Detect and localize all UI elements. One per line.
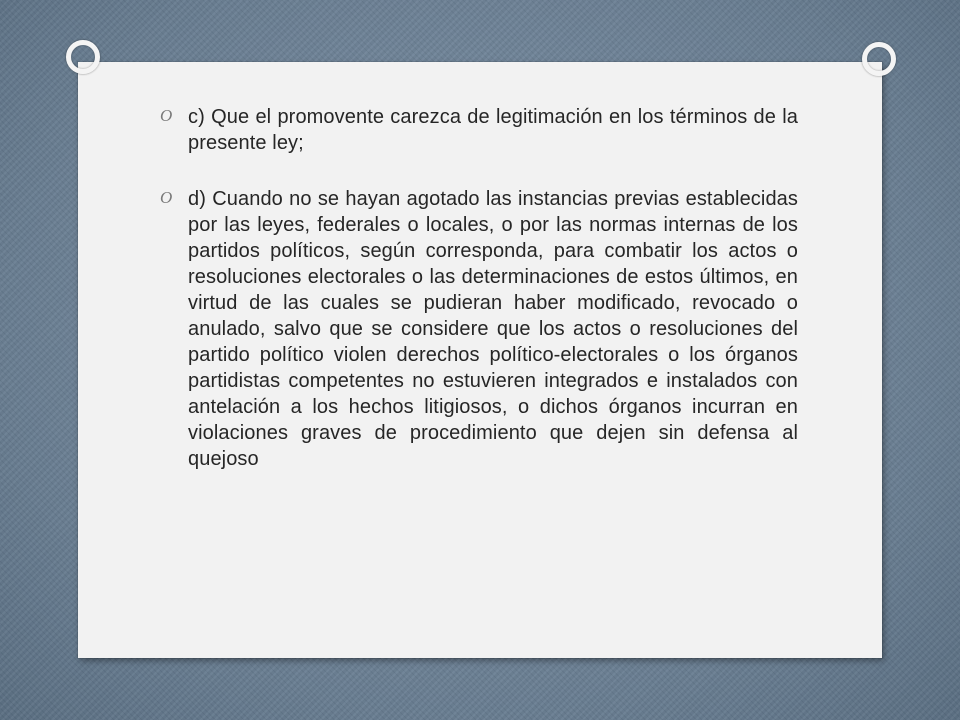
bullet-text: c) Que el promovente carezca de legitimación en los términos de la presente ley;: [188, 106, 798, 154]
bullet-text: d) Cuando no se hayan agotado las instancias previas establecidas por las leyes, federales o locales, o por las normas internas de los partidos políticos, según corresponda, para combatir los actos o resoluciones electorales o las determinaciones de estos últimos, en virtud de las cuales se pudieran haber modificado, revocado o anulado, salvo que se considere que los actos o resoluciones del partido político violen derechos político-electorales o los órganos partidistas competentes no estuvieren integrados e instalados con antelación a los hechos litigiosos, o dichos órganos incurran en violaciones graves de procedimiento que dejen sin defensa al quejoso: [188, 188, 798, 470]
bullet-item-d: [160, 186, 798, 472]
bullet-marker-icon: O: [160, 106, 173, 125]
bullet-list: [160, 104, 798, 502]
pin-ring-icon: [862, 42, 896, 76]
bullet-item-c: [160, 104, 798, 156]
pin-ring-icon: [66, 40, 100, 74]
bullet-marker-icon: O: [160, 188, 173, 207]
